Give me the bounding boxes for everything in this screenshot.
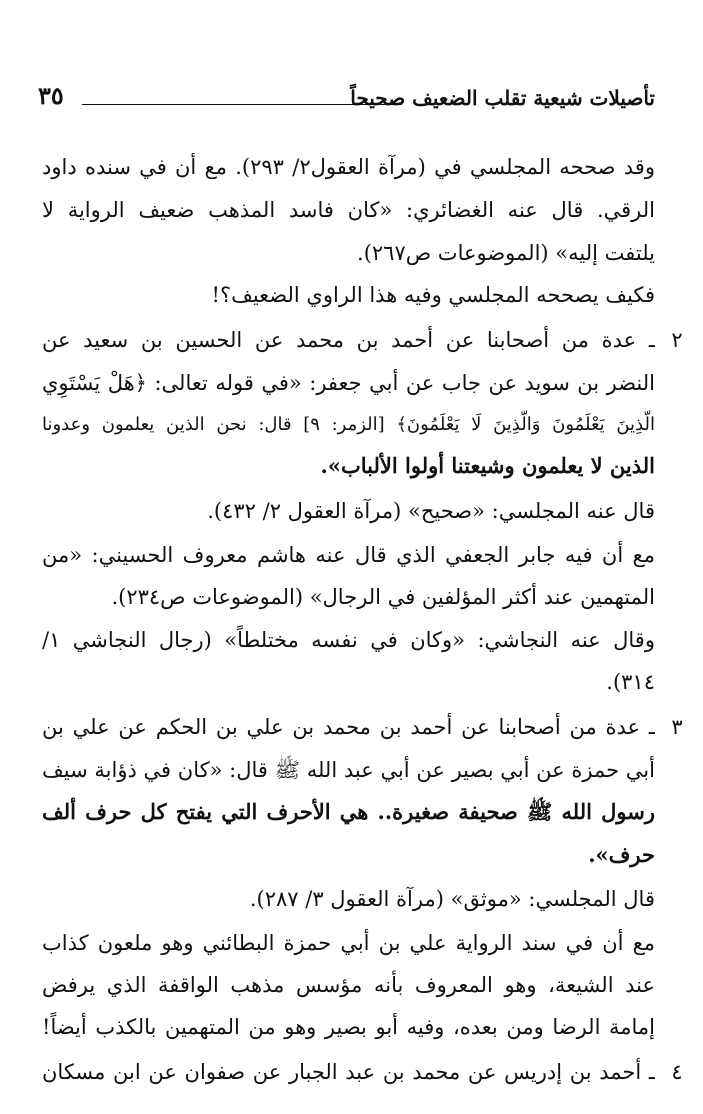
running-title: تأصيلات شيعية تقلب الضعيف صحيحاً xyxy=(350,86,655,110)
paragraph-line: عند الشيعة، وهو المعروف بأنه مؤسس مذهب الواقفة الذي يرفض xyxy=(42,973,655,997)
list-item-line: الَّذِينَ يَعْلَمُونَ وَالَّذِينَ لَا يَعْلَمُونَ﴾ [الزمر: ٩] قال: نحن الذين يعلمون وعدونا xyxy=(42,414,655,435)
page-number: ٣٥ xyxy=(38,81,64,110)
list-item-line: حرف». xyxy=(588,842,655,867)
list-item-line: أبي حمزة عن أبي بصير عن أبي عبد الله ﷺ قال: «كان في ذؤابة سيف xyxy=(42,758,655,782)
paragraph-line: قال عنه المجلسي: «صحيح» (مرآة العقول ٢/ ٤٣٢). xyxy=(207,499,655,523)
list-item-line: ـ عدة من أصحابنا عن أحمد بن محمد بن علي بن الحكم عن علي بن xyxy=(42,715,655,739)
paragraph-line: وقال عنه النجاشي: «وكان في نفسه مختلطاً» (رجال النجاشي ١/ xyxy=(42,628,655,652)
paragraph-line: الرقي. قال عنه الغضائري: «كان فاسد المذهب ضعيف الرواية لا xyxy=(42,198,655,222)
paragraph-line: مع أن فيه جابر الجعفي الذي قال عنه هاشم معروف الحسيني: «من xyxy=(42,543,655,567)
paragraph-line: ٣١٤). xyxy=(606,670,655,694)
item-number: ٣ xyxy=(671,715,683,739)
paragraph-line: فكيف يصححه المجلسي وفيه هذا الراوي الضعيف؟! xyxy=(211,283,655,307)
list-item-line: النضر بن سويد عن جاب عن أبي جعفر: «في قوله تعالى: ﴿هَلْ يَسْتَوِي xyxy=(42,371,655,395)
header-rule xyxy=(82,104,402,105)
paragraph-line: يلتفت إليه» (الموضوعات ص٢٦٧). xyxy=(357,241,655,265)
list-item-line: الذين لا يعلمون وشيعتنا أولوا الألباب». xyxy=(320,453,655,478)
paragraph-line: وقد صححه المجلسي في (مرآة العقول٢/ ٢٩٣). مع أن في سنده داود xyxy=(42,155,655,179)
paragraph-line: مع أن في سند الرواية علي بن أبي حمزة البطائني وهو ملعون كذاب xyxy=(42,931,655,955)
paragraph-line: قال المجلسي: «موثق» (مرآة العقول ٣/ ٢٨٧). xyxy=(249,887,655,911)
list-item-line: رسول الله ﷺ صحيفة صغيرة.. هي الأحرف التي يفتح كل حرف ألف xyxy=(42,799,655,824)
paragraph-line: المتهمين عند أكثر المؤلفين في الرجال» (الموضوعات ص٢٣٤). xyxy=(111,585,655,609)
list-item-line: ـ أحمد بن إدريس عن محمد بن عبد الجبار عن صفوان عن ابن مسكان xyxy=(42,1060,655,1084)
item-number: ٢ xyxy=(671,328,683,352)
list-item-line: ـ عدة من أصحابنا عن أحمد بن محمد عن الحسين بن سعيد عن xyxy=(42,328,655,352)
item-number: ٤ xyxy=(671,1060,683,1084)
paragraph-line: إمامة الرضا ومن بعده، وفيه أبو بصير وهو من المتهمين بالكذب أيضاً! xyxy=(42,1015,655,1039)
